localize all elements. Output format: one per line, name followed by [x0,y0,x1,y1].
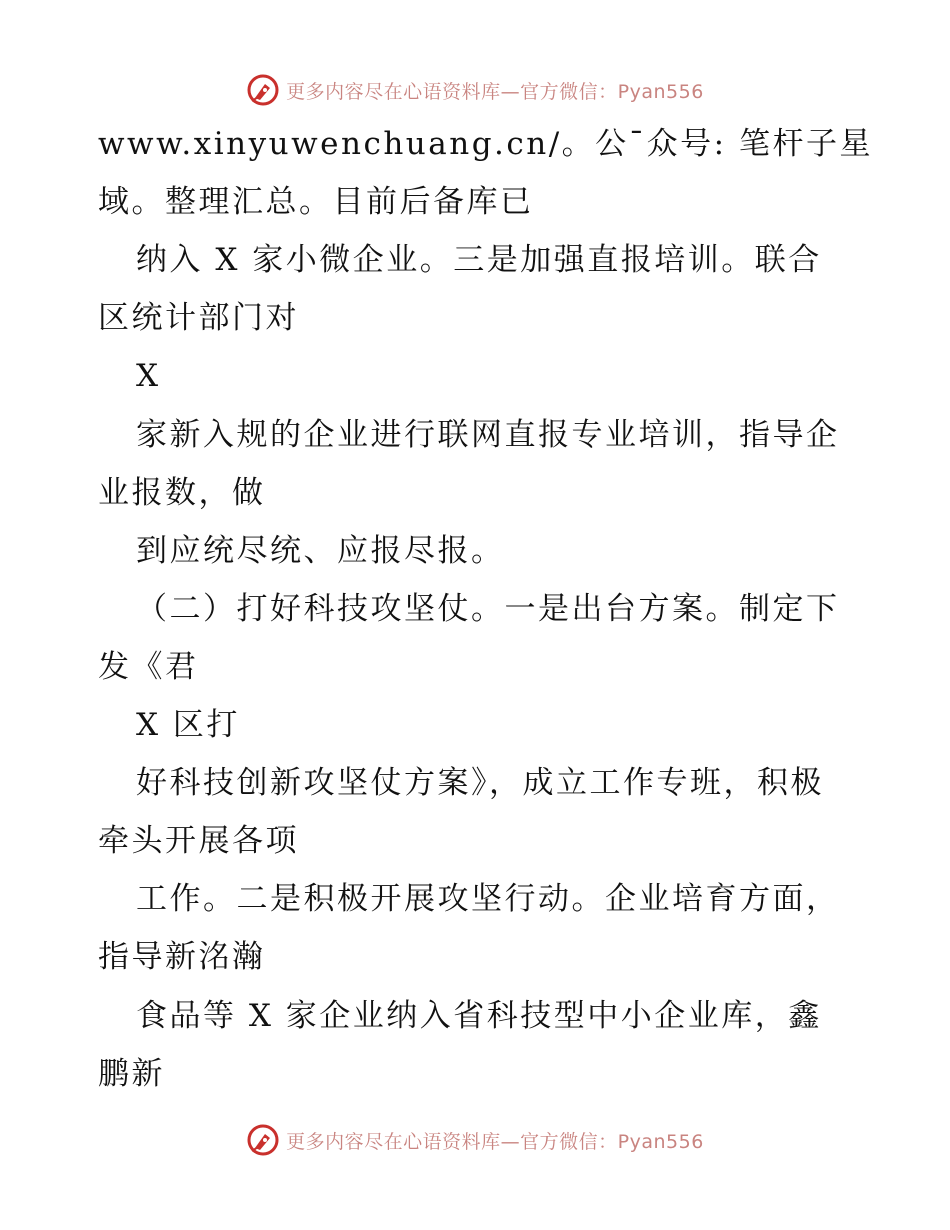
text-line: www.xinyuwenchuang.cn/。公¯众号: 笔杆子星 [98,126,873,162]
text-line: 家新入规的企业进行联网直报专业培训，指导企 [136,417,840,453]
text-line: 工作。二是积极开展攻坚行动。企业培育方面， [136,881,840,917]
text-line: 区统计部门对 [98,300,299,336]
pen-nib-logo-icon [246,1123,280,1157]
text-line: 纳入 X 家小微企业。三是加强直报培训。联合 [136,242,822,278]
footer-watermark [0,1120,950,1160]
pen-nib-logo-icon [246,73,280,107]
header-watermark [0,70,950,110]
text-line: 发《君 [98,649,199,685]
text-line: 业报数，做 [98,475,266,511]
text-line: 牵头开展各项 [98,823,299,859]
text-line: 食品等 X 家企业纳入省科技型中小企业库，鑫 [136,998,822,1034]
watermark-text: 更多内容尽在心语资料库—官方微信：Pyan556 [286,1130,704,1153]
text-line: 指导新洺瀚 [98,939,266,975]
text-line: （二）打好科技攻坚仗。一是出台方案。制定下 [136,591,840,627]
watermark-text: 更多内容尽在心语资料库—官方微信：Pyan556 [286,80,704,103]
text-line: X [136,358,161,394]
text-line: 好科技创新攻坚仗方案》，成立工作专班，积极 [136,765,824,801]
text-line: 到应统尽统、应报尽报。 [136,533,505,569]
text-line: X 区打 [136,707,240,743]
text-line: 鹏新 [98,1056,165,1092]
text-line: 域。整理汇总。目前后备库已 [98,184,534,220]
